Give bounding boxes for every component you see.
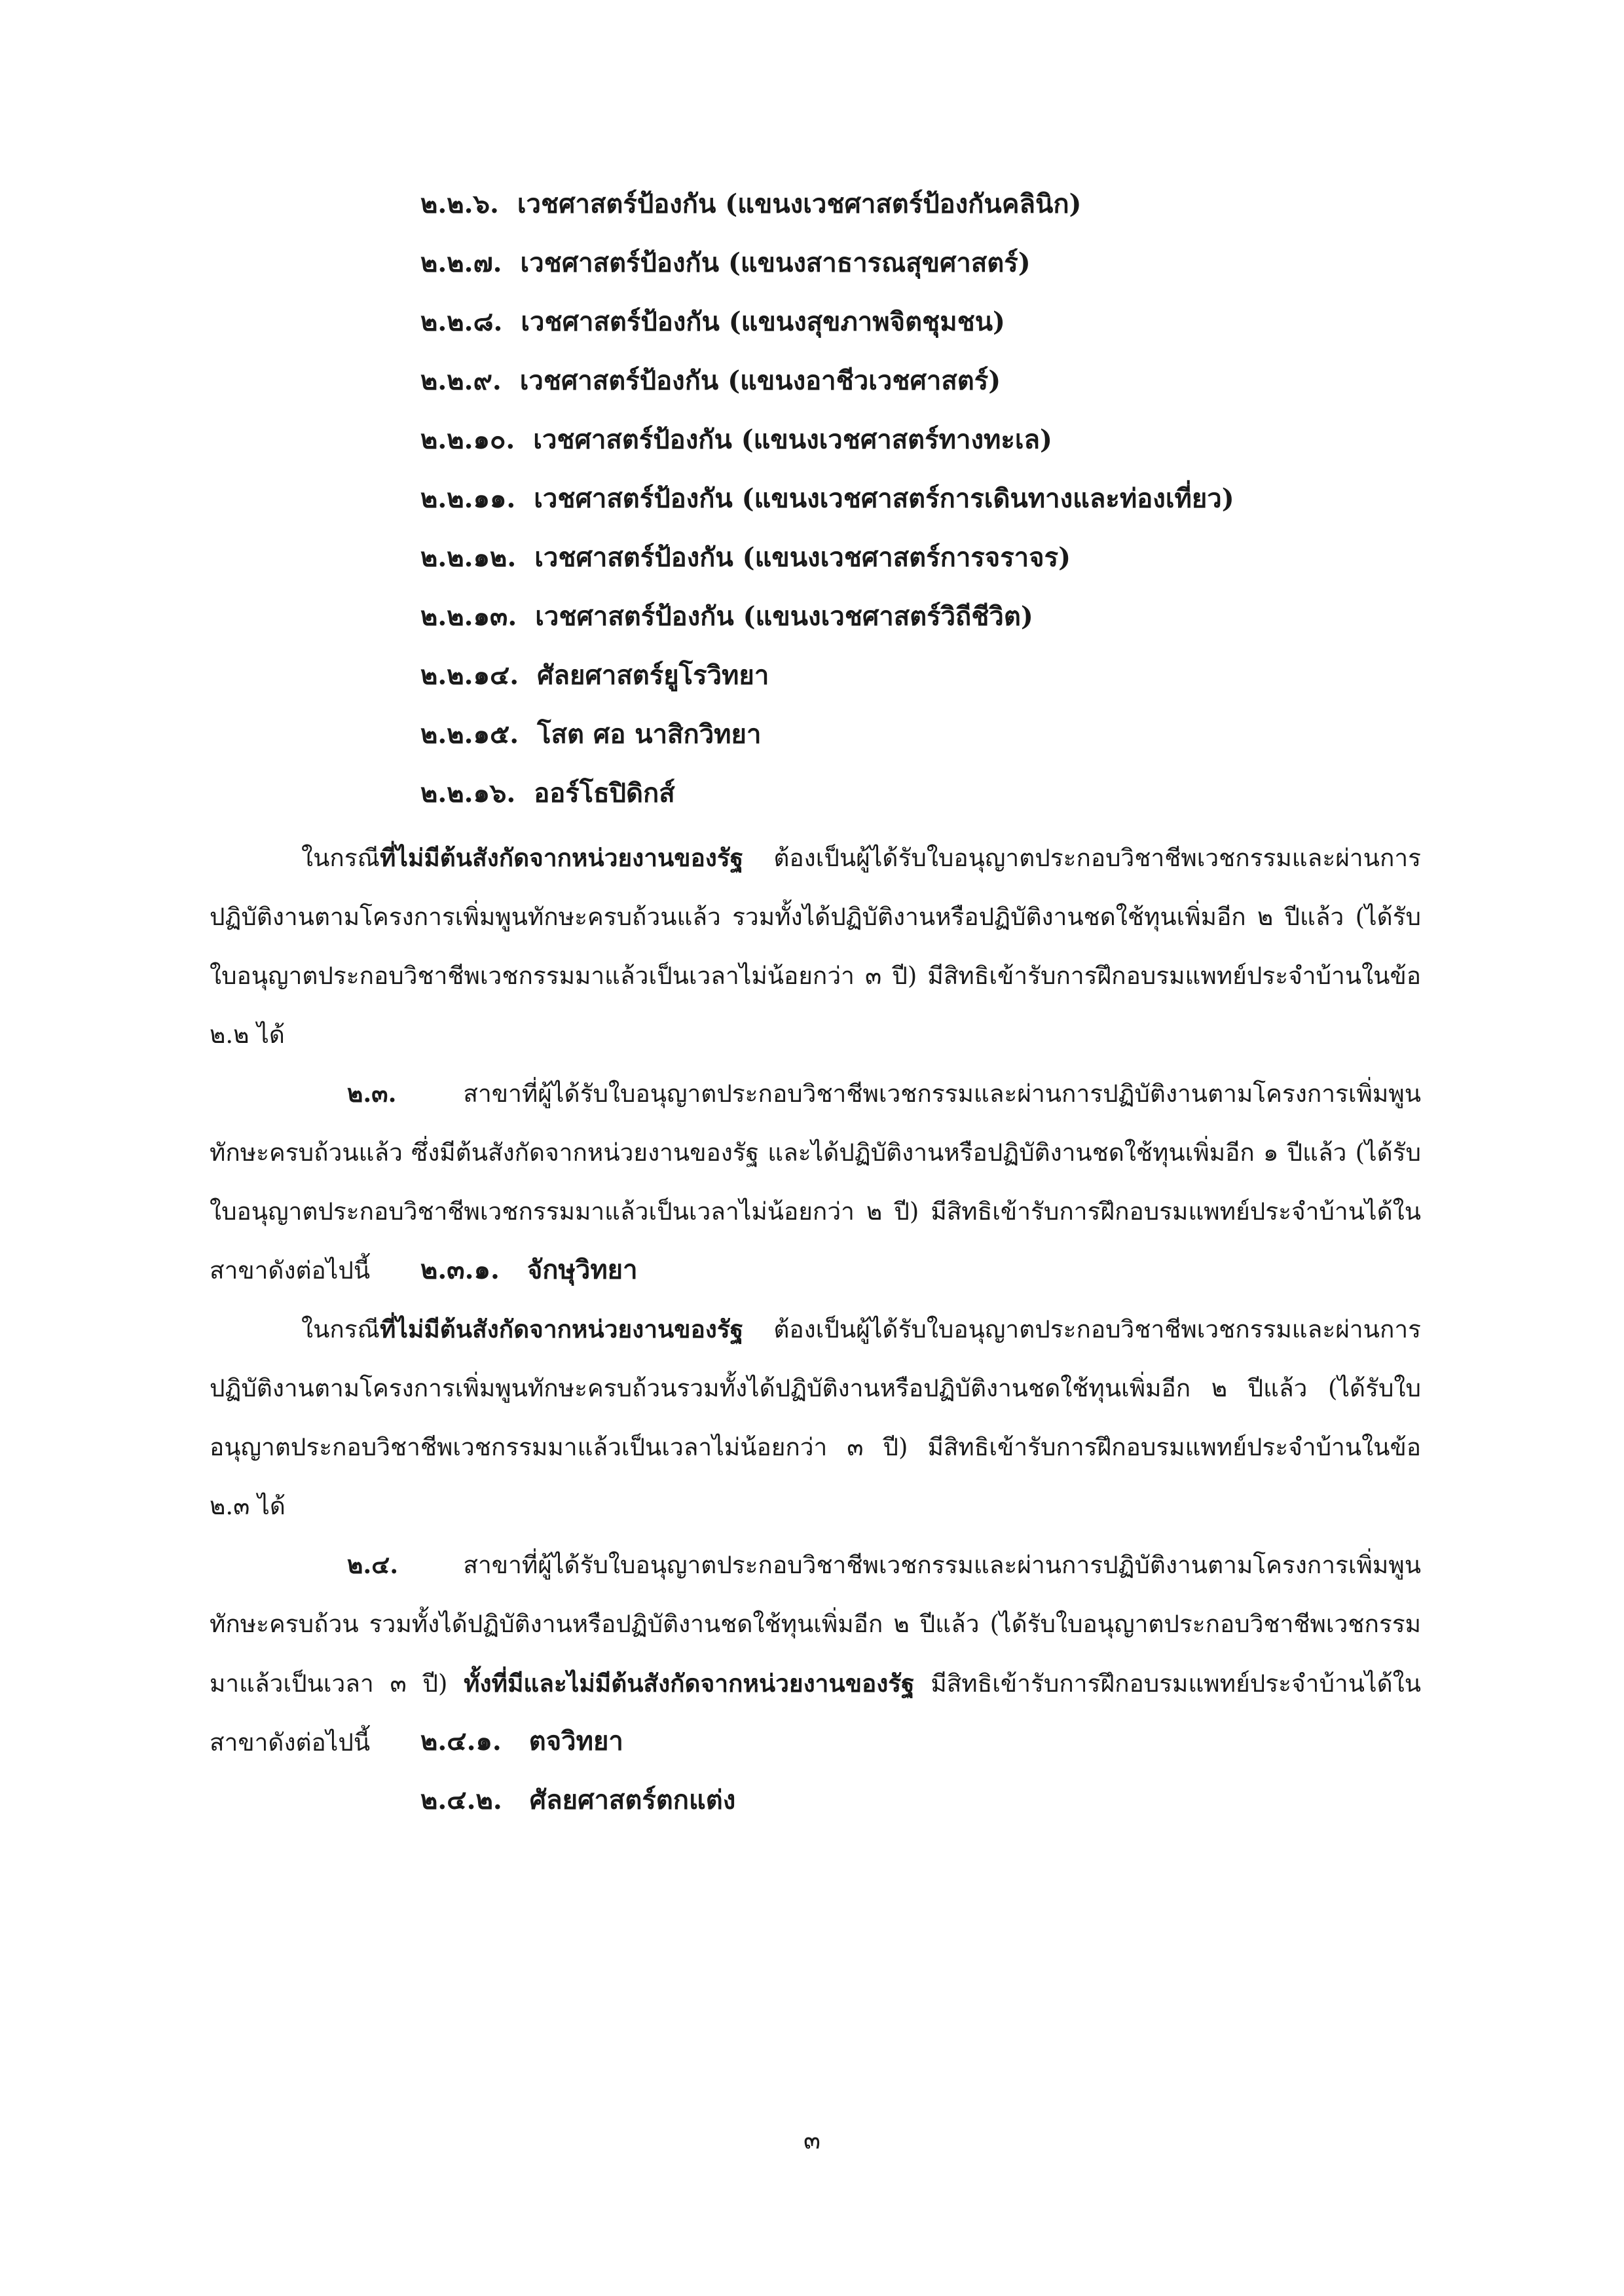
list-item [420,598,1033,635]
paragraph-body: สาขาที่ผู้ได้รับใบอนุญาตประกอบวิชาชีพเวชกรรมและผ่านการปฏิบัติงานตามโครงการเพิ่มพูนทักษะครบถ้วนแล้ว ซึ่งมีต้นสังกัดจากหน่วยงานของรัฐ และได้ปฏิบัติงานหรือปฏิบัติงานชดใช้ทุนเพิ่มอีก ๑ ปีแล้ว (ได้รับใบอนุญาตประกอบวิชาชีพเวชกรรมมาแล้วเป็นเวลาไม่น้อยกว่า ๒ ปี) มีสิทธิเข้ารับการฝึกอบรมแพทย์ประจำบ้านได้ในสาขาดังต่อไปนี้ [210,1080,1421,1285]
list-item [420,186,1081,223]
list-item-number: ๒.๒.๑๑. [420,483,516,514]
list-item [420,657,769,694]
page-number: ๓ [803,2126,821,2155]
list-item-number: ๒.๔.๑. [420,1726,502,1757]
list-item-text: ศัลยศาสตร์ตกแต่ง [529,1785,736,1815]
paragraph [210,1064,1421,1300]
paragraph-emphasis: ทั้งที่มีและไม่มีต้นสังกัดจากหน่วยงานของรัฐ [464,1669,915,1698]
list-item-text: ศัลยศาสตร์ยูโรวิทยา [537,660,769,691]
list-item-text: เวชศาสตร์ป้องกัน (แขนงเวชศาสตร์ทางทะเล) [533,424,1052,455]
list-item-number: ๒.๒.๑๔. [420,660,519,691]
list-item-number: ๒.๒.๑๖. [420,778,516,809]
list-item [420,481,1234,517]
list-item-text: เวชศาสตร์ป้องกัน (แขนงอาชีวเวชศาสตร์) [519,365,1001,396]
list-item-text: เวชศาสตร์ป้องกัน (แขนงเวชศาสตร์การเดินทางและท่องเที่ยว) [534,483,1234,514]
list-item [420,245,1031,282]
paragraph-body: มีสิทธิเข้ารับการฝึกอบรมแพทย์ประจำบ้านได้ในสาขาดังต่อไปนี้ [210,1669,1421,1757]
paragraph-body: สาขาที่ผู้ได้รับใบอนุญาตประกอบวิชาชีพเวชกรรมและผ่านการปฏิบัติงานตามโครงการเพิ่มพูนทักษะครบถ้วน รวมทั้งได้ปฏิบัติงานหรือปฏิบัติงานชดใช้ทุนเพิ่มอีก ๒ ปีแล้ว (ได้รับใบอนุญาตประกอบวิชาชีพเวชกรรมมาแล้วเป็นเวลา ๓ ปี) [210,1551,1421,1698]
list-item-text: เวชศาสตร์ป้องกัน (แขนงเวชศาสตร์การจราจร) [534,542,1071,573]
section-number: ๒.๓. [347,1079,397,1108]
list-item [420,363,1001,399]
list-item [420,422,1052,458]
list-item-number: ๒.๒.๙. [420,365,502,396]
list-item [420,775,675,812]
list-item-number: ๒.๒.๑๒. [420,542,517,573]
list-item-text: โสต ศอ นาสิกวิทยา [537,719,762,750]
paragraph-emphasis: ที่ไม่มีต้นสังกัดจากหน่วยงานของรัฐ [379,843,744,872]
list-item-text: เวชศาสตร์ป้องกัน (แขนงเวชศาสตร์วิถีชีวิต) [535,601,1033,632]
paragraph [210,828,1421,1065]
list-item-number: ๒.๒.๑๓. [420,601,517,632]
paragraph [210,1535,1421,1772]
section-number: ๒.๔. [347,1550,399,1579]
paragraph-lead: ในกรณี [301,1315,380,1343]
list-item-text: เวชศาสตร์ป้องกัน (แขนงเวชศาสตร์ป้องกันคลินิก) [517,189,1082,219]
list-item-text: จักษุวิทยา [526,1254,638,1285]
list-item-number: ๒.๒.๖. [420,189,499,219]
list-item-text: ตจวิทยา [528,1726,623,1757]
list-item-number: ๒.๒.๗. [420,247,502,278]
list-item [420,304,1005,340]
list-item-number: ๒.๓.๑. [420,1254,500,1285]
paragraph-lead: ในกรณี [301,844,380,872]
paragraph-emphasis: ที่ไม่มีต้นสังกัดจากหน่วยงานของรัฐ [379,1315,744,1343]
list-item [420,1782,735,1819]
paragraph-body: ต้องเป็นผู้ได้รับใบอนุญาตประกอบวิชาชีพเวชกรรมและผ่านการปฏิบัติงานตามโครงการเพิ่มพูนทักษะครบถ้วนรวมทั้งได้ปฏิบัติงานหรือปฏิบัติงานชดใช้ทุนเพิ่มอีก ๒ ปีแล้ว (ได้รับใบอนุญาตประกอบวิชาชีพเวชกรรมมาแล้วเป็นเวลาไม่น้อยกว่า ๓ ปี) มีสิทธิเข้ารับการฝึกอบรมแพทย์ประจำบ้านในข้อ ๒.๓ ได้ [210,1315,1421,1520]
list-item [420,1252,638,1288]
list-item [420,1723,623,1760]
list-item-number: ๒.๒.๑๐. [420,424,515,455]
list-item-number: ๒.๔.๒. [420,1785,502,1815]
list-item-text: เวชศาสตร์ป้องกัน (แขนงสาธารณสุขศาสตร์) [520,247,1031,278]
list-item-text: ออร์โธปิดิกส์ [534,778,675,809]
list-item-text: เวชศาสตร์ป้องกัน (แขนงสุขภาพจิตชุมชน) [521,306,1005,337]
list-item-number: ๒.๒.๘. [420,306,503,337]
paragraph-body: ต้องเป็นผู้ได้รับใบอนุญาตประกอบวิชาชีพเวชกรรมและผ่านการปฏิบัติงานตามโครงการเพิ่มพูนทักษะครบถ้วนแล้ว รวมทั้งได้ปฏิบัติงานหรือปฏิบัติงานชดใช้ทุนเพิ่มอีก ๒ ปีแล้ว (ได้รับใบอนุญาตประกอบวิชาชีพเวชกรรมมาแล้วเป็นเวลาไม่น้อยกว่า ๓ ปี) มีสิทธิเข้ารับการฝึกอบรมแพทย์ประจำบ้านในข้อ ๒.๒ ได้ [210,844,1421,1049]
list-item [420,716,761,753]
list-item-number: ๒.๒.๑๕. [420,719,519,750]
list-item [420,539,1071,576]
paragraph [210,1300,1421,1536]
